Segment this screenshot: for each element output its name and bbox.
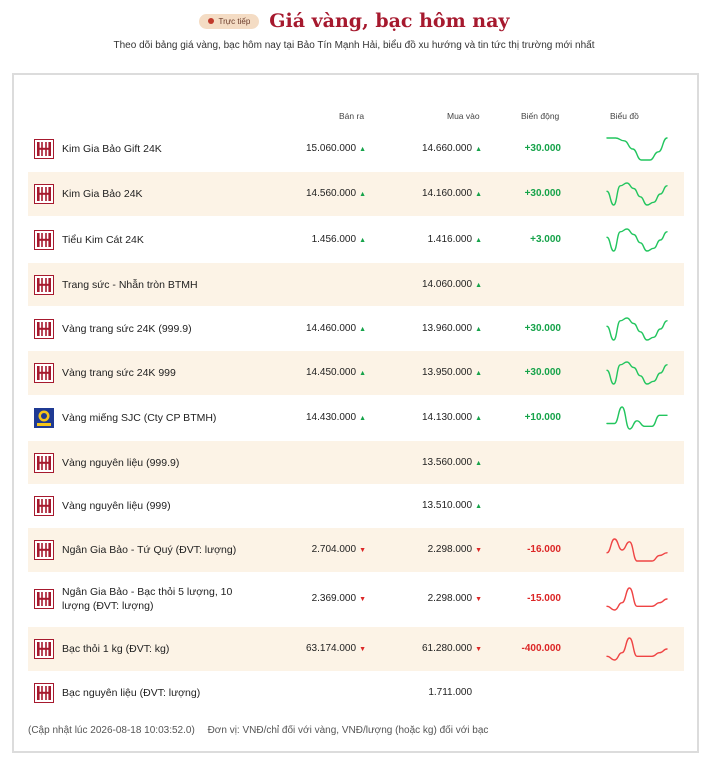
table-footer: [28, 725, 498, 736]
buy-price: [422, 500, 482, 511]
table-row[interactable]: [28, 351, 684, 395]
up-triangle-icon: ▲: [475, 459, 482, 467]
product-name: Vàng trang sức 24K (999.9): [62, 322, 192, 335]
up-triangle-icon: ▲: [475, 281, 482, 289]
price-change: -16.000: [527, 544, 561, 555]
up-triangle-icon: ▲: [475, 325, 482, 333]
trend-sparkline[interactable]: [604, 536, 670, 564]
up-triangle-icon: ▲: [359, 325, 366, 333]
sell-price: [312, 593, 366, 604]
buy-price: [428, 593, 482, 604]
btmh-logo: [34, 496, 54, 516]
table-row[interactable]: [28, 307, 684, 350]
buy-price: [422, 643, 482, 654]
btmh-logo: [34, 639, 54, 659]
buy-price: [422, 143, 482, 154]
live-dot-icon: [208, 18, 214, 24]
trend-sparkline[interactable]: [604, 135, 670, 163]
price-change: -15.000: [527, 593, 561, 604]
price-change: +30.000: [524, 322, 561, 334]
down-triangle-icon: ▼: [359, 547, 366, 554]
btmh-logo: [34, 184, 54, 204]
btmh-logo: [34, 453, 54, 473]
product-name: Vàng trang sức 24K 999: [62, 367, 176, 379]
buy-price-value: 14.060.000: [422, 278, 473, 290]
product-name: Bạc nguyên liệu (ĐVT: lượng): [62, 687, 201, 699]
product-name: Bạc thỏi 1 kg (ĐVT: kg): [62, 643, 170, 655]
buy-price: [422, 323, 482, 334]
up-triangle-icon: ▲: [475, 237, 482, 244]
btmh-logo: [34, 319, 54, 339]
trend-sparkline[interactable]: [604, 180, 670, 208]
header-chart: Biểu đồ: [610, 111, 639, 121]
sell-price: [312, 234, 366, 245]
table-row[interactable]: [28, 485, 684, 527]
buy-price-value: 13.560.000: [422, 456, 473, 468]
down-triangle-icon: ▼: [359, 646, 366, 653]
buy-price-value: 1.416.000: [427, 234, 473, 245]
product-name: Vàng miếng SJC (Cty CP BTMH): [62, 412, 217, 424]
trend-sparkline[interactable]: [604, 226, 670, 254]
sell-price-value: 63.174.000: [306, 643, 357, 654]
table-row[interactable]: [28, 528, 684, 572]
price-change: +3.000: [530, 234, 561, 245]
table-row[interactable]: [28, 396, 684, 440]
up-triangle-icon: ▲: [359, 237, 366, 244]
btmh-logo: [34, 589, 54, 609]
btmh-logo: [34, 540, 54, 560]
table-row[interactable]: [28, 172, 684, 216]
up-triangle-icon: ▲: [475, 415, 482, 422]
live-badge: [199, 14, 260, 29]
sell-price-value: 14.460.000: [306, 322, 357, 334]
sell-price: [306, 143, 366, 154]
down-triangle-icon: ▼: [475, 646, 482, 653]
sell-price-value: 14.430.000: [306, 412, 357, 423]
buy-price-value: 14.130.000: [422, 412, 473, 423]
header-sell: Bán ra: [339, 111, 365, 121]
price-change: +10.000: [524, 412, 561, 423]
trend-sparkline[interactable]: [604, 404, 670, 432]
sell-price: [306, 643, 366, 654]
updated-time: (Cập nhật lúc 2026-08-18 10:03:52.0): [28, 725, 195, 736]
btmh-logo: [34, 230, 54, 250]
buy-price-value: 14.660.000: [422, 143, 473, 154]
down-triangle-icon: ▼: [475, 596, 482, 603]
table-row[interactable]: [28, 627, 684, 671]
sell-price: [306, 323, 366, 334]
product-name: Ngân Gia Bảo - Tứ Quý (ĐVT: lượng): [62, 544, 237, 556]
buy-price-value: 13.950.000: [422, 367, 473, 378]
trend-sparkline[interactable]: [604, 359, 670, 387]
up-triangle-icon: ▲: [359, 415, 366, 422]
buy-price: [422, 367, 482, 378]
product-name: Trang sức - Nhẫn tròn BTMH: [62, 278, 198, 291]
product-name: Vàng nguyên liệu (999): [62, 500, 171, 512]
up-triangle-icon: ▲: [359, 191, 366, 198]
btmh-logo: [34, 139, 54, 159]
buy-price-value: 1.711.000: [428, 687, 473, 698]
buy-price: [428, 687, 482, 698]
up-triangle-icon: ▲: [475, 503, 482, 510]
buy-price: [422, 279, 482, 290]
up-triangle-icon: ▲: [359, 146, 366, 153]
page-header: [0, 0, 708, 60]
buy-price-value: 61.280.000: [422, 643, 473, 654]
buy-price: [422, 188, 482, 199]
sell-price-value: 15.060.000: [306, 143, 357, 154]
page-title: Giá vàng, bạc hôm nay: [269, 10, 510, 32]
buy-price-value: 2.298.000: [427, 544, 473, 555]
trend-sparkline[interactable]: [604, 585, 670, 613]
sell-price-value: 2.704.000: [311, 544, 357, 555]
sell-price: [312, 544, 366, 555]
buy-price: [428, 234, 482, 245]
product-name: Vàng nguyên liệu (999.9): [62, 456, 180, 469]
unit-note: Đơn vị: VNĐ/chỉ đối với vàng, VNĐ/lượng (hoặc kg) đối với bạc: [207, 725, 489, 736]
trend-sparkline[interactable]: [604, 315, 670, 343]
header-change: Biến động: [521, 111, 560, 121]
product-name: Ngân Gia Bảo - Bạc thỏi 5 lượng, 10 lượng (ĐVT: lượng): [62, 586, 233, 612]
down-triangle-icon: ▼: [475, 547, 482, 554]
up-triangle-icon: ▲: [359, 370, 366, 377]
table-row[interactable]: [28, 218, 684, 262]
buy-price-value: 14.160.000: [422, 188, 473, 199]
btmh-logo: [34, 275, 54, 295]
table-row[interactable]: [28, 672, 684, 714]
price-change: +30.000: [524, 143, 561, 154]
header-buy: Mua vào: [447, 111, 480, 121]
sell-price: [306, 367, 366, 378]
price-change: -400.000: [521, 643, 561, 654]
btmh-logo: [34, 683, 54, 703]
price-change: +30.000: [524, 188, 561, 199]
up-triangle-icon: ▲: [475, 370, 482, 377]
buy-price-value: 2.298.000: [427, 593, 473, 604]
product-name: Tiểu Kim Cát 24K: [62, 234, 144, 246]
sell-price-value: 1.456.000: [311, 234, 357, 245]
price-change: +30.000: [524, 367, 561, 378]
buy-price: [428, 544, 482, 555]
sjc-logo: [34, 408, 54, 428]
buy-price-value: 13.960.000: [422, 322, 473, 334]
price-table-card: [12, 73, 699, 753]
page-subtitle: Theo dõi bảng giá vàng, bạc hôm nay tại Bảo Tín Mạnh Hải, biểu đồ xu hướng và tin tức thị trường mới nhất: [113, 40, 595, 51]
table-row[interactable]: [28, 263, 684, 306]
up-triangle-icon: ▲: [475, 146, 482, 153]
buy-price-value: 13.510.000: [422, 500, 473, 511]
table-row[interactable]: [28, 441, 684, 484]
sell-price-value: 2.369.000: [311, 593, 357, 604]
product-name: Kim Gia Bảo 24K: [62, 188, 143, 200]
buy-price: [422, 457, 482, 468]
product-name: Kim Gia Bảo Gift 24K: [62, 143, 162, 155]
sell-price-value: 14.560.000: [306, 188, 357, 199]
sell-price: [306, 188, 366, 199]
buy-price: [422, 412, 482, 423]
title-row: [0, 10, 708, 32]
btmh-logo: [34, 363, 54, 383]
down-triangle-icon: ▼: [359, 596, 366, 603]
table-row[interactable]: [28, 128, 684, 170]
up-triangle-icon: ▲: [475, 191, 482, 198]
sell-price: [306, 412, 366, 423]
sell-price-value: 14.450.000: [306, 367, 357, 378]
table-row[interactable]: [28, 572, 684, 626]
trend-sparkline[interactable]: [604, 635, 670, 663]
live-label: Trực tiếp: [218, 16, 251, 26]
